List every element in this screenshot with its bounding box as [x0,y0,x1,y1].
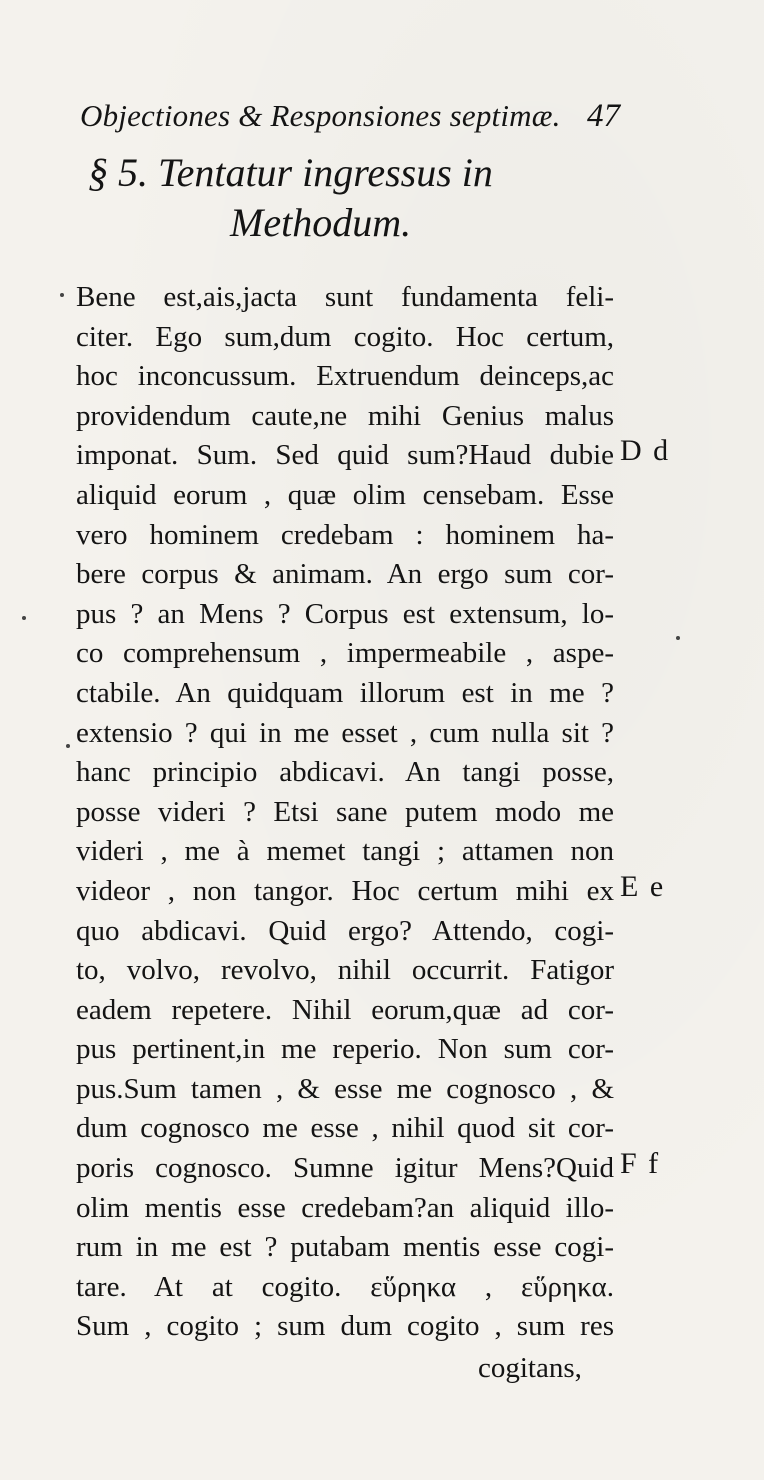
section-heading [88,148,608,248]
text-line: dum cognosco me esse , nihil quod sit cor- [76,1112,614,1145]
text-line: aliquid eorum , quæ olim censebam. Esse [76,478,614,511]
text-line: quo abdicavi. Quid ergo? Attendo, cogi- [76,914,614,947]
text-line: ctabile. An quidquam illorum est in me ? [76,676,614,709]
text-line: rum in me est ? putabam mentis esse cogi- [76,1231,614,1264]
text-line: providendum caute,ne mihi Genius malus [76,399,614,432]
text-line: imponat. Sum. Sed quid sum?Haud dubie [76,439,614,472]
text-line: Bene est,ais,jacta sunt fundamenta feli- [76,281,614,313]
text-line: vero hominem credebam : hominem ha- [76,518,614,551]
text-line: to, volvo, revolvo, nihil occurrit. Fatigor [76,954,614,987]
text-line: citer. Ego sum,dum cogito. Hoc certum, [76,320,614,353]
page-number: 47 [587,98,620,134]
ink-speck [676,636,680,640]
catchword: cogitans, [478,1352,582,1384]
text-line: videri , me à memet tangi ; attamen non [76,835,614,868]
text-line: poris cognosco. Sumne igitur Mens?Quid [76,1152,614,1185]
body-text [76,278,614,1347]
text-line: tare. At at cogito. εὕρηκα , εὕρηκα. [76,1270,614,1303]
ink-speck [60,293,64,297]
section-number: § 5. [88,150,148,195]
text-line: bere corpus & animam. An ergo sum cor- [76,558,614,591]
text-line: hoc inconcussum. Extruendum deinceps,ac [76,360,614,393]
running-head: Objectiones & Responsiones septimæ. [80,98,561,133]
text-line: co comprehensum , impermeabile , aspe- [76,637,614,670]
text-line: pus pertinent,in me reperio. Non sum cor- [76,1033,614,1066]
text-line: eadem repetere. Nihil eorum,quæ ad cor- [76,993,614,1026]
text-line: pus ? an Mens ? Corpus est extensum, lo- [76,597,614,630]
text-line: extensio ? qui in me esset , cum nulla sit ? [76,716,614,749]
section-title-line-1: Tentatur ingressus in [158,150,493,195]
signature-mark: E e [620,870,666,903]
text-line: Sum , cogito ; sum dum cogito , sum res [76,1310,614,1343]
signature-mark: F f [620,1147,661,1181]
section-title-line-2: Methodum. [230,200,412,245]
text-line: videor , non tangor. Hoc certum mihi ex [76,874,614,907]
signature-mark: D d [620,434,671,468]
ink-speck [22,616,26,620]
text-line: pus.Sum tamen , & esse me cognosco , & [76,1072,614,1105]
text-line: olim mentis esse credebam?an aliquid illo- [76,1191,614,1224]
text-line: hanc principio abdicavi. An tangi posse, [76,756,614,789]
page-header [80,98,620,150]
ink-speck [66,744,70,748]
text-line: posse videri ? Etsi sane putem modo me [76,795,614,828]
